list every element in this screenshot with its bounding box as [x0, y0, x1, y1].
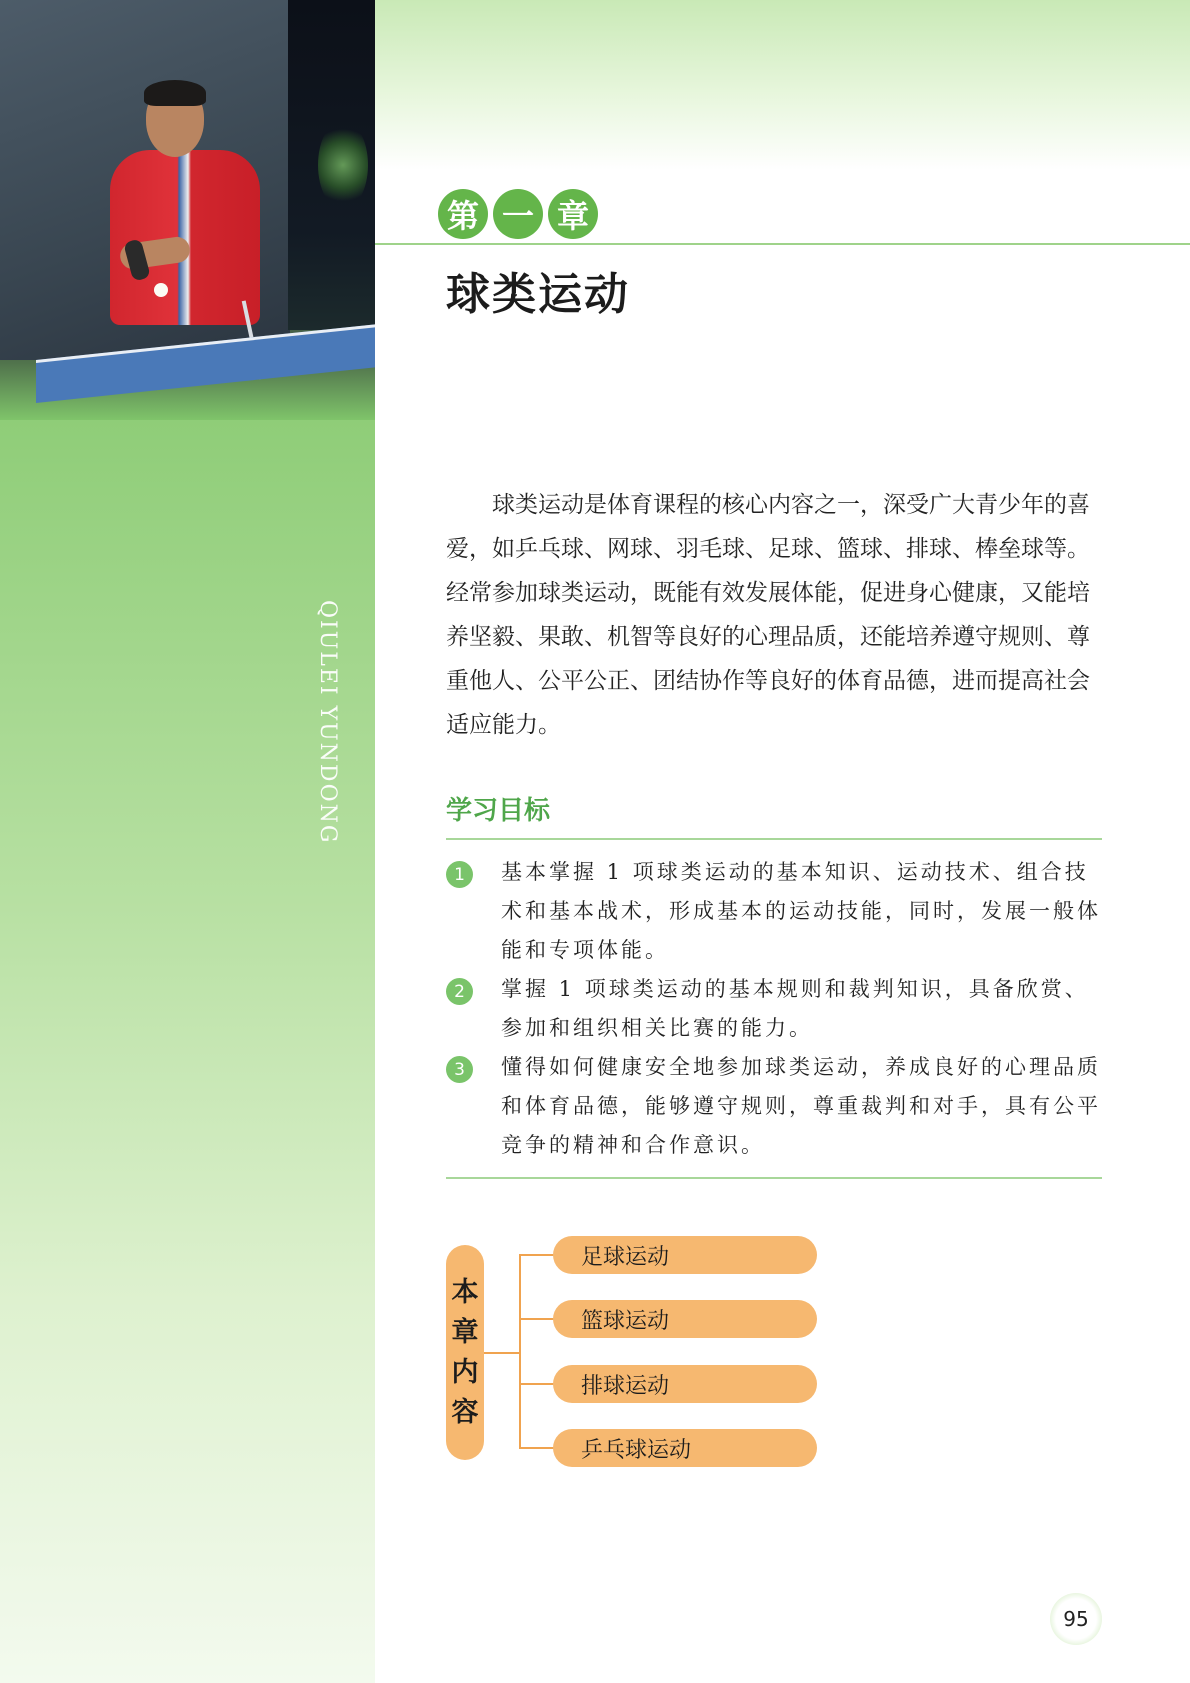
contents-item-table-tennis[interactable]: 乒乓球运动 [553, 1429, 817, 1467]
contents-item-football[interactable]: 足球运动 [553, 1236, 817, 1274]
contents-item-basketball[interactable]: 篮球运动 [553, 1300, 817, 1338]
goal-item [446, 853, 1106, 970]
photo-screen-glow [318, 120, 368, 210]
goal-number-badge: 2 [446, 978, 473, 1005]
goals-divider-top [446, 838, 1102, 840]
chapter-divider [375, 243, 1190, 245]
chapter-badges [438, 189, 598, 239]
player-hair [144, 80, 206, 106]
goals-list [446, 853, 1106, 1165]
chapter-pinyin: QIULEI YUNDONG [315, 600, 340, 845]
contents-label-char: 本 [451, 1276, 479, 1308]
contents-label-char: 章 [451, 1316, 479, 1348]
chapter-badge: 第 [438, 189, 488, 239]
chapter-badge: 一 [493, 189, 543, 239]
tree-branch [519, 1254, 557, 1256]
tree-branch [519, 1318, 557, 1320]
goal-item [446, 970, 1106, 1048]
left-sidebar [0, 0, 375, 1683]
goal-text: 懂得如何健康安全地参加球类运动，养成良好的心理品质和体育品德，能够遵守规则，尊重裁判和对手，具有公平竞争的精神和合作意识。 [501, 1055, 1101, 1157]
contents-item-volleyball[interactable]: 排球运动 [553, 1365, 817, 1403]
goals-heading: 学习目标 [446, 796, 551, 826]
goal-text: 掌握 1 项球类运动的基本规则和裁判知识，具备欣赏、参加和组织相关比赛的能力。 [501, 977, 1089, 1040]
page-number: 95 [1050, 1593, 1102, 1645]
goals-divider-bottom [446, 1177, 1102, 1179]
tree-branch [519, 1383, 557, 1385]
goal-number-badge: 1 [446, 861, 473, 888]
table-tennis-photo [0, 0, 375, 420]
header-band [375, 0, 1190, 170]
contents-label-char: 内 [451, 1356, 479, 1388]
chapter-title: 球类运动 [446, 269, 630, 320]
goal-number-badge: 3 [446, 1056, 473, 1083]
tree-connector [484, 1352, 520, 1354]
contents-label-char: 容 [451, 1396, 479, 1428]
player-shirt [110, 150, 260, 325]
goal-item [446, 1048, 1106, 1165]
goal-text: 基本掌握 1 项球类运动的基本知识、运动技术、组合技术和基本战术，形成基本的运动技能，同时，发展一般体能和专项体能。 [501, 860, 1101, 962]
chapter-badge: 章 [548, 189, 598, 239]
tree-trunk [519, 1254, 521, 1449]
ball [154, 283, 168, 297]
intro-paragraph: 球类运动是体育课程的核心内容之一，深受广大青少年的喜爱，如乒乓球、网球、羽毛球、足球、篮球、排球、棒垒球等。经常参加球类运动，既能有效发展体能，促进身心健康，又能培养坚毅、果敢、机智等良好的心理品质，还能培养遵守规则、尊重他人、公平公正、团结协作等良好的体育品德，进而提高社会适应能力。 [446, 492, 1090, 738]
tree-branch [519, 1447, 557, 1449]
chapter-contents-label [446, 1245, 484, 1460]
